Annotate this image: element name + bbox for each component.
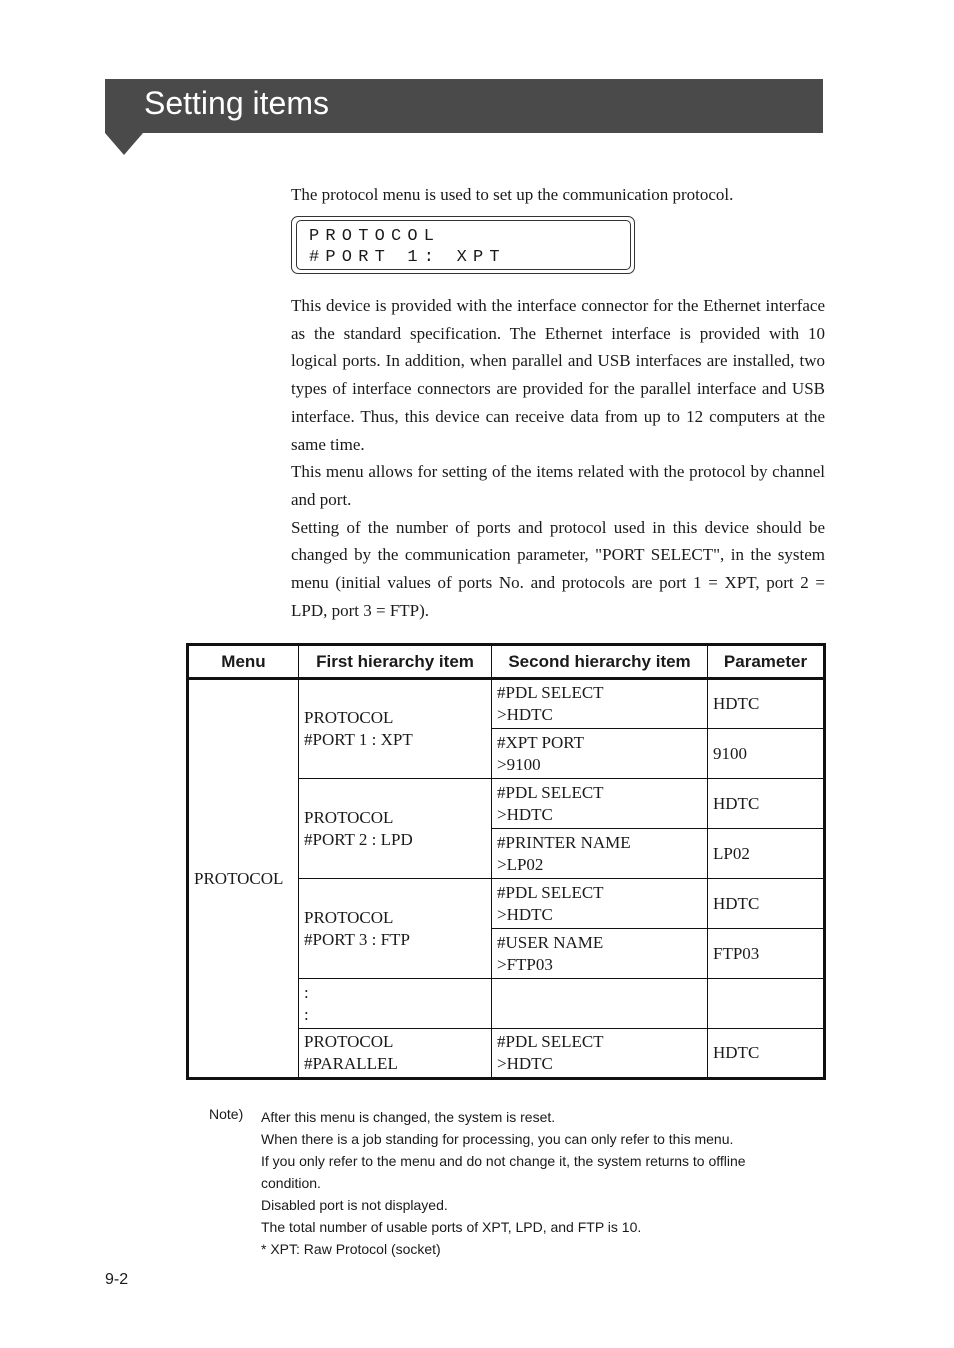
paragraph: This device is provided with the interface connector for the Ethernet interface as the standard specification. The Ethernet interface is provided with 10 logical ports. In addition, when parallel and USB interfaces are installed, two types of interface connectors are provided for the parallel interface and USB interface. Thus, this device can receive data from up to 12 computers at the same time. <box>291 296 825 454</box>
second-item-cell: #XPT PORT >9100 <box>492 729 708 779</box>
parameter-cell: HDTC <box>708 679 825 729</box>
paragraph: Setting of the number of ports and protocol used in this device should be changed by the communication parameter, "PORT SELECT", in the system menu (initial values of ports No. and protocols are port 1 = XPT, port 2 = LPD, port 3 = FTP). <box>291 517 825 620</box>
parameter-cell: HDTC <box>708 779 825 829</box>
second-item-cell: #USER NAME >FTP03 <box>492 929 708 979</box>
ellipsis-cell: : : <box>299 979 492 1029</box>
first-item-cell: PROTOCOL #PORT 2 : LPD <box>299 779 492 879</box>
section-header-rule <box>105 131 823 133</box>
second-item-cell: #PDL SELECT >HDTC <box>492 1029 708 1079</box>
note-line: If you only refer to the menu and do not change it, the system returns to offline condition. <box>261 1153 746 1191</box>
first-item-cell: PROTOCOL #PARALLEL <box>299 1029 492 1079</box>
first-item-cell: PROTOCOL #PORT 1 : XPT <box>299 679 492 779</box>
parameter-cell: 9100 <box>708 729 825 779</box>
parameter-cell: HDTC <box>708 1029 825 1079</box>
col-header-menu: Menu <box>188 645 299 679</box>
note-label: Note) <box>209 1106 244 1122</box>
notes-list <box>261 1106 801 1260</box>
parameter-cell: FTP03 <box>708 929 825 979</box>
section-header-triangle <box>105 133 143 155</box>
second-item-cell: #PRINTER NAME >LP02 <box>492 829 708 879</box>
table-header-row <box>188 645 825 679</box>
parameter-cell: LP02 <box>708 829 825 879</box>
parameter-cell: HDTC <box>708 879 825 929</box>
lcd-line-2: #PORT 1: XPT <box>309 248 506 267</box>
page-number: 9-2 <box>105 1271 129 1288</box>
col-header-second: Second hierarchy item <box>492 645 708 679</box>
lcd-line-1: PROTOCOL <box>309 227 441 246</box>
col-header-parameter: Parameter <box>708 645 825 679</box>
note-line: Disabled port is not displayed. <box>261 1197 448 1213</box>
intro-text: The protocol menu is used to set up the communication protocol. <box>291 185 734 204</box>
note-line: The total number of usable ports of XPT, LPD, and FTP is 10. <box>261 1219 642 1235</box>
second-item-cell: #PDL SELECT >HDTC <box>492 779 708 829</box>
protocol-settings-table <box>186 643 826 1080</box>
empty-cell <box>708 979 825 1029</box>
menu-cell: PROTOCOL <box>188 679 299 1079</box>
note-line: After this menu is changed, the system is reset. <box>261 1109 556 1125</box>
section-title: Setting items <box>144 85 329 121</box>
paragraph: This menu allows for setting of the items related with the protocol by channel and port. <box>291 462 825 509</box>
first-item-cell: PROTOCOL #PORT 3 : FTP <box>299 879 492 979</box>
second-item-cell: #PDL SELECT >HDTC <box>492 879 708 929</box>
col-header-first: First hierarchy item <box>299 645 492 679</box>
note-line: * XPT: Raw Protocol (socket) <box>261 1241 441 1257</box>
second-item-cell: #PDL SELECT >HDTC <box>492 679 708 729</box>
empty-cell <box>492 979 708 1029</box>
body-text <box>291 292 825 624</box>
table-row <box>188 679 825 729</box>
note-line: When there is a job standing for processing, you can only refer to this menu. <box>261 1131 734 1147</box>
